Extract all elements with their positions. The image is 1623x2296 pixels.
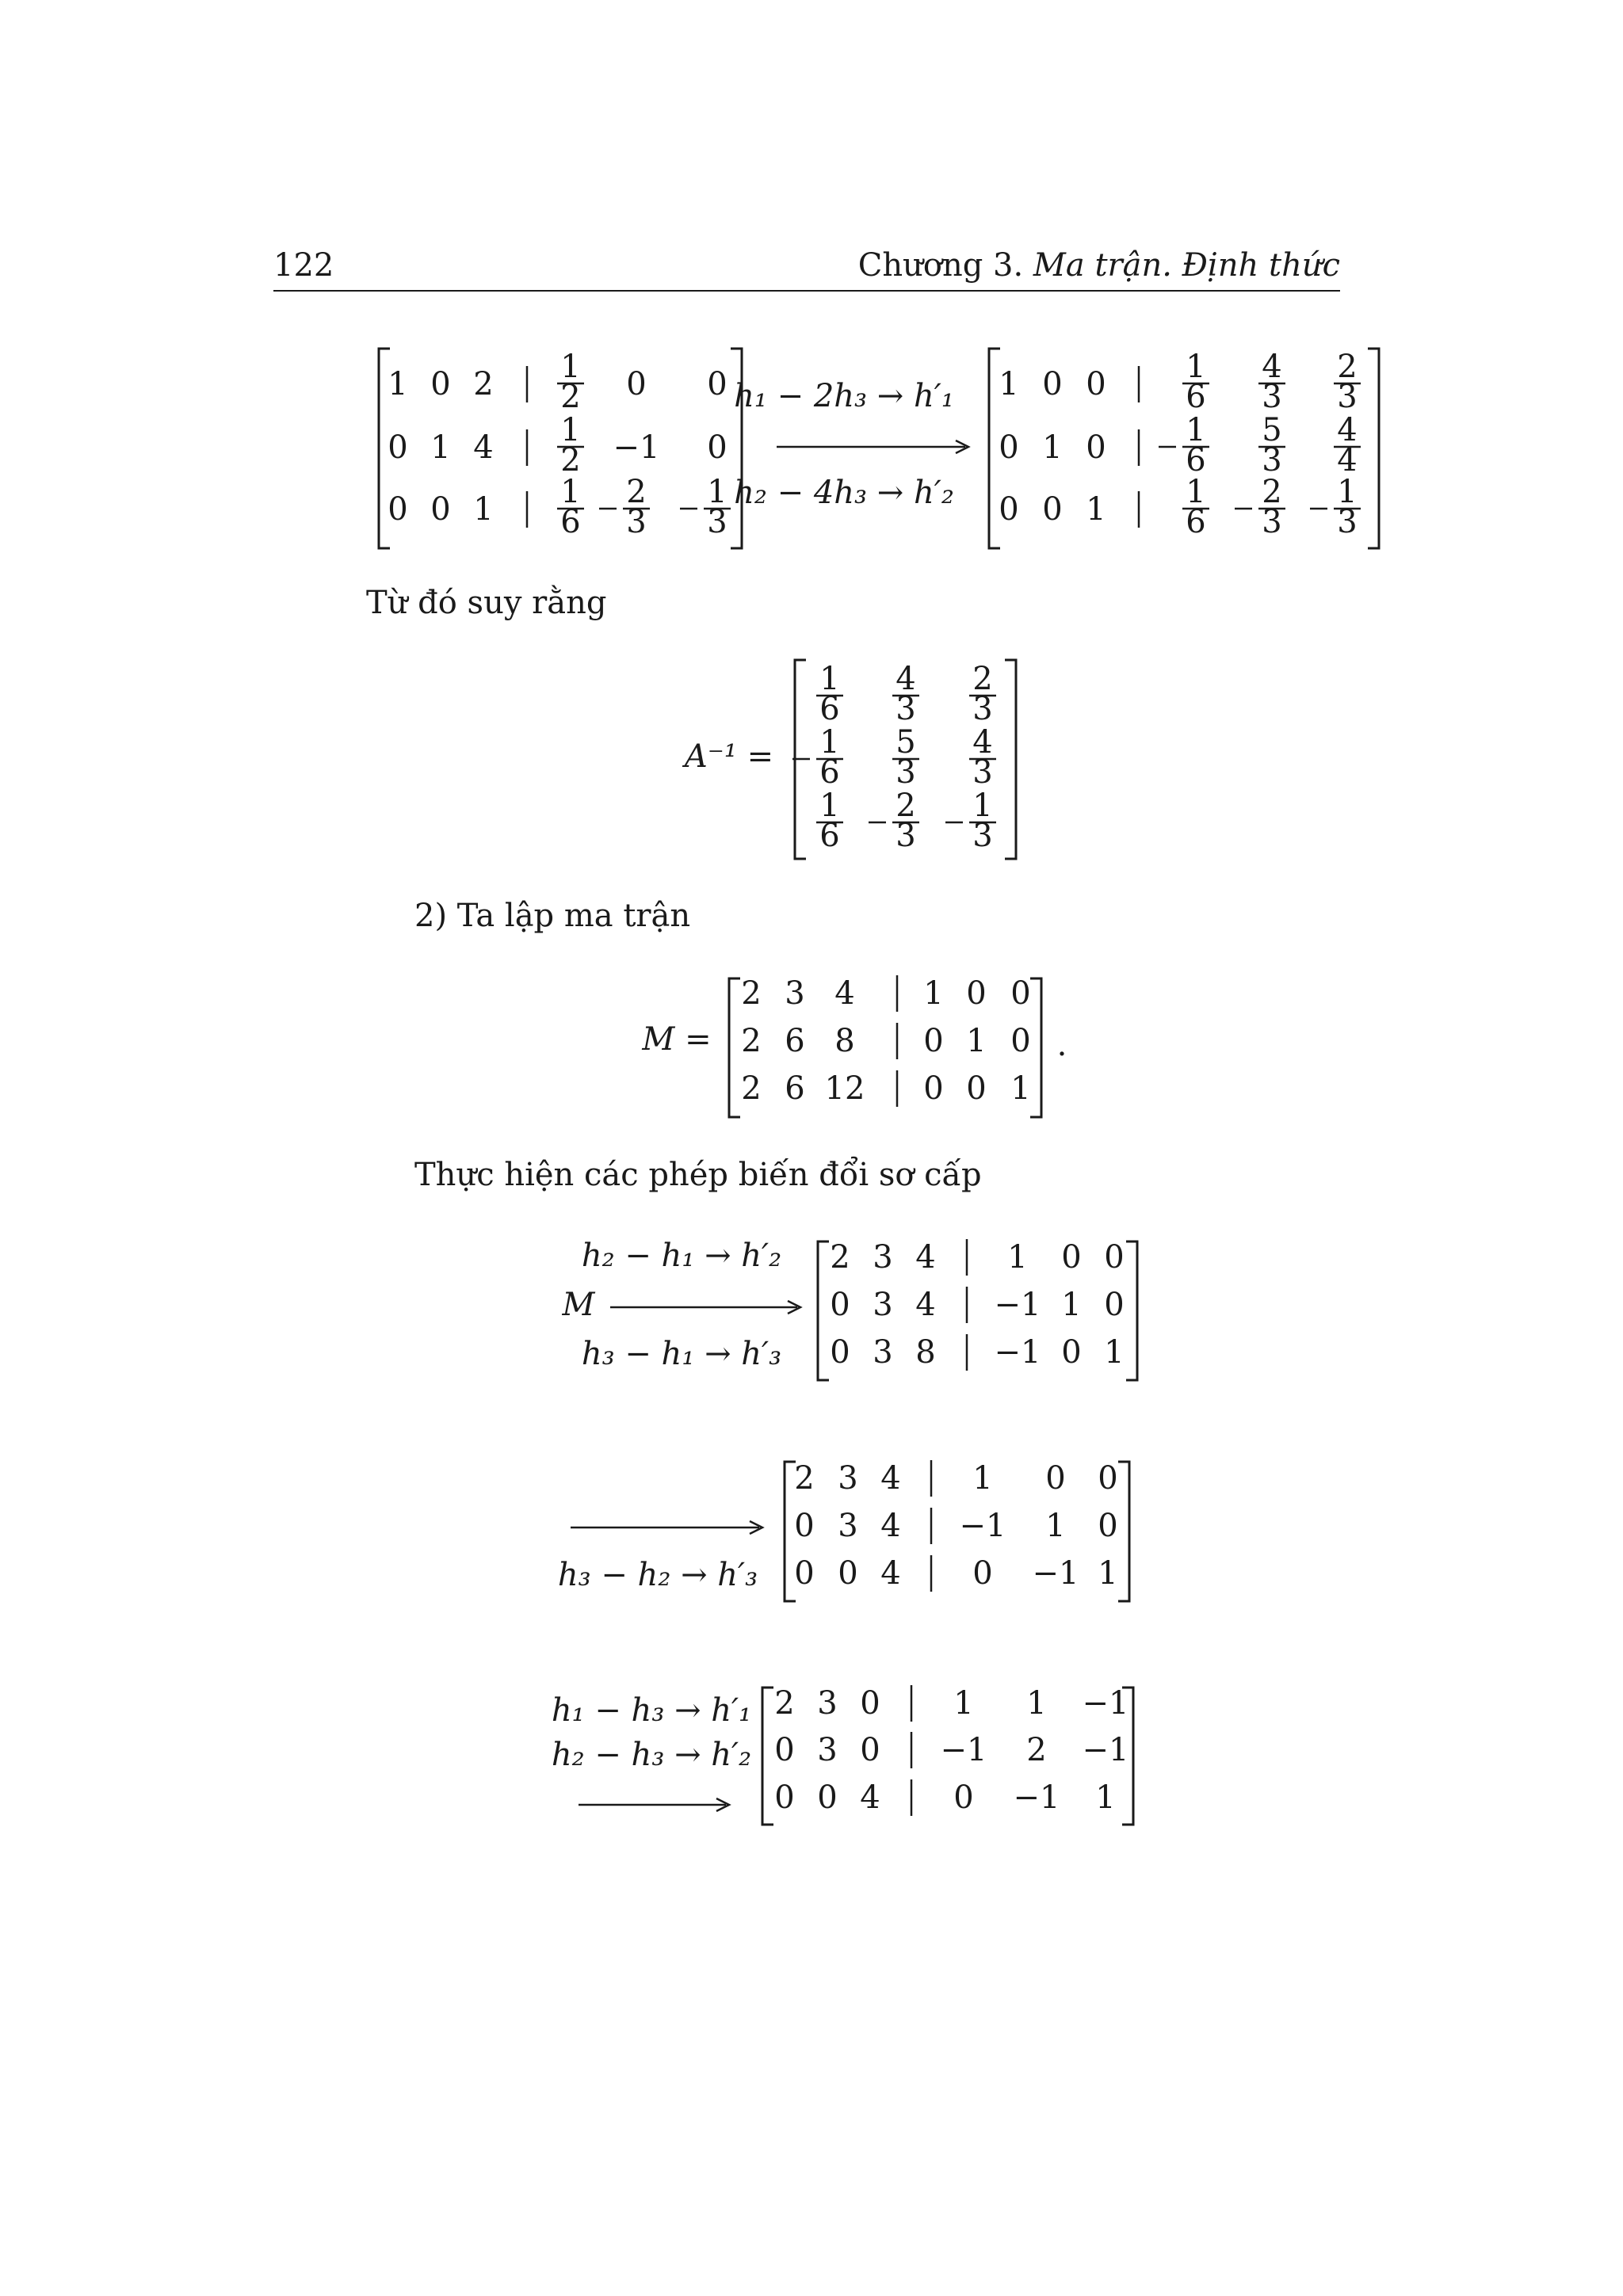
- step2-matrix-cell-r1c6: 0: [1045, 1460, 1066, 1497]
- step2-matrix-cell-r3c1: 0: [794, 1555, 815, 1592]
- inverse-matrix-cell-r2c2-numerator: 5: [896, 724, 916, 761]
- matrix-after-cell-r3c5-numerator: 1: [1186, 474, 1206, 510]
- step3-matrix-cell-r3c1: 0: [774, 1779, 795, 1816]
- inverse-matrix-cell-r3c3-numerator: 1: [972, 788, 993, 824]
- step1-matrix-cell-r3c7: 1: [1104, 1334, 1125, 1371]
- matrix-before-cell-r2c1: 0: [388, 429, 408, 466]
- step2-matrix-cell-r2c6: 1: [1045, 1508, 1066, 1544]
- M-matrix-cell-r2c3: 8: [834, 1023, 855, 1059]
- step3-matrix-cell-r1c3: 0: [860, 1685, 880, 1722]
- matrix-before-cell-r1c2: 0: [430, 366, 451, 402]
- M-matrix-cell-r2c2: 6: [785, 1023, 805, 1059]
- paragraph-from-that: Từ đó suy rằng: [366, 585, 607, 621]
- step2-matrix-cell-r2c1: 0: [794, 1508, 815, 1544]
- step2-matrix-cell-r3c3: 4: [880, 1555, 901, 1592]
- step3-matrix-cell-r3c3: 4: [860, 1779, 880, 1816]
- M-matrix-cell-r1c5: 1: [923, 975, 944, 1012]
- step2-matrix-cell-r1c5: 1: [972, 1460, 993, 1497]
- step1-matrix-cell-r1c7: 0: [1104, 1239, 1125, 1276]
- matrix-before-cell-r2c6: −1: [613, 429, 660, 466]
- chapter-title: Ma trận. Định thức: [1033, 247, 1340, 284]
- step2-matrix-cell-r2c3: 4: [880, 1508, 901, 1544]
- step3-matrix-cell-r2c7: −1: [1082, 1732, 1129, 1768]
- step3-matrix-cell-r2c5: −1: [940, 1732, 987, 1768]
- M-matrix-left-bracket: [729, 978, 740, 1117]
- step1-matrix-cell-r1c5: 1: [1007, 1239, 1028, 1276]
- step3-matrix-cell-r2c3: 0: [860, 1732, 880, 1768]
- inverse-matrix-cell-r3c1-denominator: 6: [819, 818, 840, 854]
- step3-matrix-cell-r1c1: 2: [774, 1685, 795, 1722]
- step3-matrix-left-bracket: [762, 1688, 773, 1825]
- matrix-after-right-bracket: [1368, 349, 1379, 548]
- step3-matrix-cell-r1c6: 1: [1026, 1685, 1047, 1722]
- step1-matrix-cell-r3c1: 0: [830, 1334, 850, 1371]
- M-matrix-cell-r3c2: 6: [785, 1070, 805, 1107]
- inverse-matrix-cell-r2c1-denominator: 6: [819, 754, 840, 791]
- matrix-before-cell-r1c1: 1: [388, 366, 408, 402]
- matrix-after-cell-r2c7-numerator: 4: [1337, 412, 1358, 448]
- paragraph-perform: Thực hiện các phép biến đổi sơ cấp: [414, 1157, 982, 1193]
- matrix-after-cell-r3c5-denominator: 6: [1186, 504, 1206, 540]
- step3-matrix-cell-r2c6: 2: [1026, 1732, 1047, 1768]
- inverse-matrix-cell-r3c3-denominator: 3: [972, 818, 993, 854]
- matrix-after-cell-r1c7-denominator: 3: [1337, 379, 1358, 415]
- matrix-after-cell-r2c2: 1: [1042, 429, 1063, 466]
- step1-matrix-cell-r1c3: 4: [915, 1239, 936, 1276]
- step2-matrix-cell-r3c2: 0: [838, 1555, 858, 1592]
- matrix-after-cell-r1c6-denominator: 3: [1262, 379, 1282, 415]
- matrix-after-cell-r3c6-denominator: 3: [1262, 504, 1282, 540]
- matrix-after-cell-r3c1: 0: [999, 491, 1019, 528]
- inverse-matrix-cell-r3c2-numerator: 2: [896, 788, 916, 824]
- matrix-before-cell-r3c2: 0: [430, 491, 451, 528]
- M-matrix-cell-r2c6: 1: [966, 1023, 987, 1059]
- matrix-after-cell-r1c7-numerator: 2: [1337, 349, 1358, 385]
- step2-matrix-cell-r3c7: 1: [1098, 1555, 1118, 1592]
- matrix-before-cell-r2c7: 0: [707, 429, 727, 466]
- matrix-after-cell-r1c6-numerator: 4: [1262, 349, 1282, 385]
- inverse-matrix-cell-r1c2-denominator: 3: [896, 691, 916, 727]
- matrix-before-cell-r2c2: 1: [430, 429, 451, 466]
- matrix-after-cell-r1c2: 0: [1042, 366, 1063, 402]
- step1-matrix-cell-r2c3: 4: [915, 1287, 936, 1323]
- M-matrix-cell-r2c7: 0: [1010, 1023, 1031, 1059]
- matrix-after-cell-r2c3: 0: [1086, 429, 1106, 466]
- matrix-after-cell-r1c1: 1: [999, 366, 1019, 402]
- matrix-before-cell-r3c5-denominator: 6: [560, 504, 581, 540]
- step2-matrix-cell-r3c6: −1: [1032, 1555, 1079, 1592]
- matrix-before-cell-r1c6: 0: [626, 366, 647, 402]
- step1-matrix-cell-r3c5: −1: [994, 1334, 1041, 1371]
- M-lhs: M =: [642, 1021, 712, 1058]
- step3-matrix-cell-r1c7: −1: [1082, 1685, 1129, 1722]
- inverse-lhs: A⁻¹ =: [684, 738, 774, 775]
- M-matrix-cell-r3c5: 0: [923, 1070, 944, 1107]
- matrix-before-cell-r3c5-numerator: 1: [560, 474, 581, 510]
- matrix-before-cell-r1c3: 2: [473, 366, 494, 402]
- inverse-matrix-cell-r1c3-denominator: 3: [972, 691, 993, 727]
- step3-matrix-cell-r3c2: 0: [817, 1779, 838, 1816]
- matrix-after-cell-r3c2: 0: [1042, 491, 1063, 528]
- inverse-matrix-cell-r2c3-denominator: 3: [972, 754, 993, 791]
- matrix-before-cell-r1c5-numerator: 1: [560, 349, 581, 385]
- step1-matrix-cell-r1c6: 0: [1061, 1239, 1082, 1276]
- M-matrix-cell-r1c3: 4: [834, 975, 855, 1012]
- matrix-before-cell-r1c7: 0: [707, 366, 727, 402]
- step1-matrix-right-bracket: [1126, 1241, 1137, 1380]
- matrix-after-cell-r2c6-numerator: 5: [1262, 412, 1282, 448]
- step2-matrix-right-bracket: [1118, 1462, 1129, 1601]
- matrix-before-cell-r3c7-numerator: 1: [707, 474, 727, 510]
- step2-matrix-cell-r2c7: 0: [1098, 1508, 1118, 1544]
- inverse-matrix-cell-r1c3-numerator: 2: [972, 661, 993, 697]
- M-from-label: M: [562, 1287, 595, 1323]
- inverse-matrix-cell-r2c2-denominator: 3: [896, 754, 916, 791]
- M-period: .: [1056, 1027, 1067, 1063]
- M-matrix-cell-r1c2: 3: [785, 975, 805, 1012]
- matrix-before-cell-r3c6-denominator: 3: [626, 504, 647, 540]
- step1-matrix-cell-r1c1: 2: [830, 1239, 850, 1276]
- M-matrix-cell-r3c3: 12: [824, 1070, 865, 1107]
- matrix-after-cell-r2c7-denominator: 4: [1337, 442, 1358, 479]
- matrix-after-cell-r2c1: 0: [999, 429, 1019, 466]
- op1-top-label: h₁ − 2h₃ → h′₁: [734, 378, 954, 414]
- chapter-label: Chương 3.: [857, 247, 1024, 284]
- matrix-after-cell-r1c5-denominator: 6: [1186, 379, 1206, 415]
- M-matrix-cell-r1c1: 2: [741, 975, 762, 1012]
- step1-matrix-left-bracket: [818, 1241, 829, 1380]
- M-matrix-cell-r3c7: 1: [1010, 1070, 1031, 1107]
- matrix-before-cell-r2c3: 4: [473, 429, 494, 466]
- matrix-after-cell-r3c3: 1: [1086, 491, 1106, 528]
- inverse-matrix-cell-r1c2-numerator: 4: [896, 661, 916, 697]
- step1-matrix-cell-r2c5: −1: [994, 1287, 1041, 1323]
- inverse-matrix-cell-r1c1-numerator: 1: [819, 661, 840, 697]
- step2-matrix-cell-r1c1: 2: [794, 1460, 815, 1497]
- matrix-after-cell-r1c5-numerator: 1: [1186, 349, 1206, 385]
- matrix-before-cell-r3c7-denominator: 3: [707, 504, 727, 540]
- matrix-before-cell-r3c3: 1: [473, 491, 494, 528]
- inverse-matrix-cell-r2c3-numerator: 4: [972, 724, 993, 761]
- step3-matrix-cell-r3c6: −1: [1013, 1779, 1060, 1816]
- op2-bottom-label: h₃ − h₁ → h′₃: [581, 1336, 782, 1372]
- step1-matrix-cell-r2c1: 0: [830, 1287, 850, 1323]
- step1-matrix-cell-r3c2: 3: [873, 1334, 893, 1371]
- step2-matrix-cell-r1c3: 4: [880, 1460, 901, 1497]
- M-matrix-cell-r2c5: 0: [923, 1023, 944, 1059]
- step1-matrix-cell-r2c2: 3: [873, 1287, 893, 1323]
- step2-matrix-cell-r3c5: 0: [972, 1555, 993, 1592]
- matrix-before-cell-r3c1: 0: [388, 491, 408, 528]
- step2-matrix-cell-r2c2: 3: [838, 1508, 858, 1544]
- matrix-after-cell-r2c6-denominator: 3: [1262, 442, 1282, 479]
- paragraph-part2: 2) Ta lập ma trận: [414, 898, 691, 934]
- M-matrix-cell-r3c1: 2: [741, 1070, 762, 1107]
- matrix-before-cell-r3c6-numerator: 2: [626, 474, 647, 510]
- op4-line1-label: h₁ − h₃ → h′₁: [551, 1692, 752, 1729]
- step3-matrix-cell-r3c5: 0: [953, 1779, 974, 1816]
- step3-matrix-cell-r1c5: 1: [953, 1685, 974, 1722]
- matrix-after-cell-r3c7-denominator: 3: [1337, 504, 1358, 540]
- step2-matrix-cell-r1c2: 3: [838, 1460, 858, 1497]
- step1-matrix-cell-r2c6: 1: [1061, 1287, 1082, 1323]
- op2-top-label: h₂ − h₁ → h′₂: [581, 1238, 782, 1274]
- step1-matrix-cell-r2c7: 0: [1104, 1287, 1125, 1323]
- matrix-after-cell-r3c6-numerator: 2: [1262, 474, 1282, 510]
- M-matrix-right-bracket: [1030, 978, 1041, 1117]
- matrix-before-cell-r1c5-denominator: 2: [560, 379, 581, 415]
- matrix-before-cell-r2c5-numerator: 1: [560, 412, 581, 448]
- step3-matrix-cell-r3c7: 1: [1095, 1779, 1116, 1816]
- M-matrix-cell-r1c6: 0: [966, 975, 987, 1012]
- matrix-after-cell-r2c5-denominator: 6: [1186, 442, 1206, 479]
- step3-matrix-cell-r2c2: 3: [817, 1732, 838, 1768]
- inverse-matrix-cell-r3c2-denominator: 3: [896, 818, 916, 854]
- step2-matrix-cell-r1c7: 0: [1098, 1460, 1118, 1497]
- matrix-after-cell-r3c7-numerator: 1: [1337, 474, 1358, 510]
- step2-matrix-cell-r2c5: −1: [959, 1508, 1006, 1544]
- step1-matrix-cell-r3c3: 8: [915, 1334, 936, 1371]
- matrix-after-cell-r2c5-numerator: 1: [1186, 412, 1206, 448]
- inverse-matrix-cell-r2c1-numerator: 1: [819, 724, 840, 761]
- step3-matrix-cell-r2c1: 0: [774, 1732, 795, 1768]
- matrix-before-cell-r2c5-denominator: 2: [560, 442, 581, 479]
- op3-bottom-label: h₃ − h₂ → h′₃: [557, 1557, 758, 1593]
- M-matrix-cell-r1c7: 0: [1010, 975, 1031, 1012]
- inverse-matrix-cell-r1c1-denominator: 6: [819, 691, 840, 727]
- step1-matrix-cell-r3c6: 0: [1061, 1334, 1082, 1371]
- step1-matrix-cell-r1c2: 3: [873, 1239, 893, 1276]
- op1-bottom-label: h₂ − 4h₃ → h′₂: [734, 475, 954, 511]
- inverse-matrix-right-bracket: [1005, 660, 1016, 859]
- M-matrix-cell-r3c6: 0: [966, 1070, 987, 1107]
- page-number: 122: [273, 247, 334, 284]
- inverse-matrix-cell-r3c1-numerator: 1: [819, 788, 840, 824]
- M-matrix-cell-r2c1: 2: [741, 1023, 762, 1059]
- matrix-after-cell-r1c3: 0: [1086, 366, 1106, 402]
- op4-line2-label: h₂ − h₃ → h′₂: [551, 1737, 752, 1773]
- step3-matrix-cell-r1c2: 3: [817, 1685, 838, 1722]
